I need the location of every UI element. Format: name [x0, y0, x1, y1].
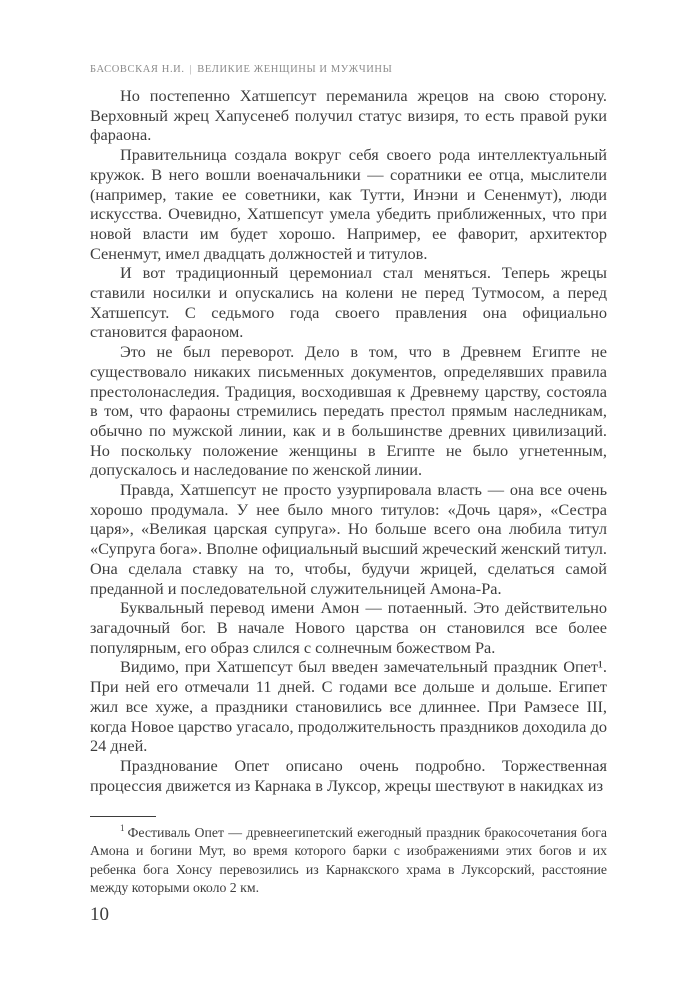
footnote-text: Фестиваль Опет — древнеегипетский ежегодный праздник бракосочетания бога Амона и богини Мут, во время которого барки с изображениями этих богов и их ребенка бога Хонсу перевозились из Карнакского храма в Луксорский, расстояние между которыми около 2 км.: [90, 825, 607, 896]
paragraph: Но постепенно Хатшепсут переманила жрецов на свою сторону. Верховный жрец Хапусенеб получил статус визиря, то есть правой руки фараона.: [90, 86, 607, 145]
paragraph: Это не был переворот. Дело в том, что в Древнем Египте не существовало никаких письменных документов, определявших правила престолонаследия. Традиция, восходившая к Древнему царству, состояла в том, что фараоны стремились передать престол прямым наследникам, обычно по мужской линии, как и в большинстве древних цивилизаций. Но поскольку положение женщины в Египте не было угнетенным, допускалось и наследование по женской линии.: [90, 342, 607, 480]
header-divider: |: [189, 64, 193, 75]
footnote-separator: [90, 816, 156, 817]
paragraph: Празднование Опет описано очень подробно. Торжественная процессия движется из Карнака в Луксор, жрецы шествуют в накидках из: [90, 755, 607, 795]
footnote: [90, 824, 607, 898]
body-text: [90, 86, 607, 795]
paragraph: И вот традиционный церемониал стал меняться. Теперь жрецы ставили носилки и опускались на колени не перед Тутмосом, а перед Хатшепсут. С седьмого года своего правления она официально становится фараоном.: [90, 263, 607, 342]
footnote-block: [90, 816, 607, 898]
page-number: 10: [90, 904, 109, 925]
header-book-title: ВЕЛИКИЕ ЖЕНЩИНЫ И МУЖЧИНЫ: [197, 64, 393, 75]
paragraph: Правда, Хатшепсут не просто узурпировала власть — она все очень хорошо продумала. У нее было много титулов: «Дочь царя», «Сестра царя», «Великая царская супруга». Но больше всего она любила титул «Супруга бога». Вполне официальный высший жреческий женский титул. Она сделала ставку на то, чтобы, будучи жрицей, сделаться самой преданной и последовательной служительницей Амона-Ра.: [90, 480, 607, 598]
header-author: БАСОВСКАЯ Н.И.: [90, 64, 185, 75]
running-header: [90, 64, 607, 75]
footnote-marker: 1: [120, 823, 125, 834]
paragraph: Видимо, при Хатшепсут был введен замечательный праздник Опет¹. При ней его отмечали 11 дней. С годами все дольше и дольше. Египет жил все хуже, а праздники становились все длиннее. При Рамзесе III, когда Новое царство угасало, продолжительность праздников доходила до 24 дней.: [90, 657, 607, 756]
paragraph: Правительница создала вокруг себя своего рода интеллектуальный кружок. В него вошли военачальники — соратники ее отца, мыслители (например, такие ее советники, как Тутти, Инэни и Сененмут), люди искусства. Очевидно, Хатшепсут умела убедить приближенных, что при новой власти им будет хорошо. Например, ее фаворит, архитектор Сененмут, имел двадцать должностей и титулов.: [90, 145, 607, 263]
paragraph: Буквальный перевод имени Амон — потаенный. Это действительно загадочный бог. В начале Нового царства он становился все более популярным, его образ слился с солнечным божеством Ра.: [90, 598, 607, 657]
